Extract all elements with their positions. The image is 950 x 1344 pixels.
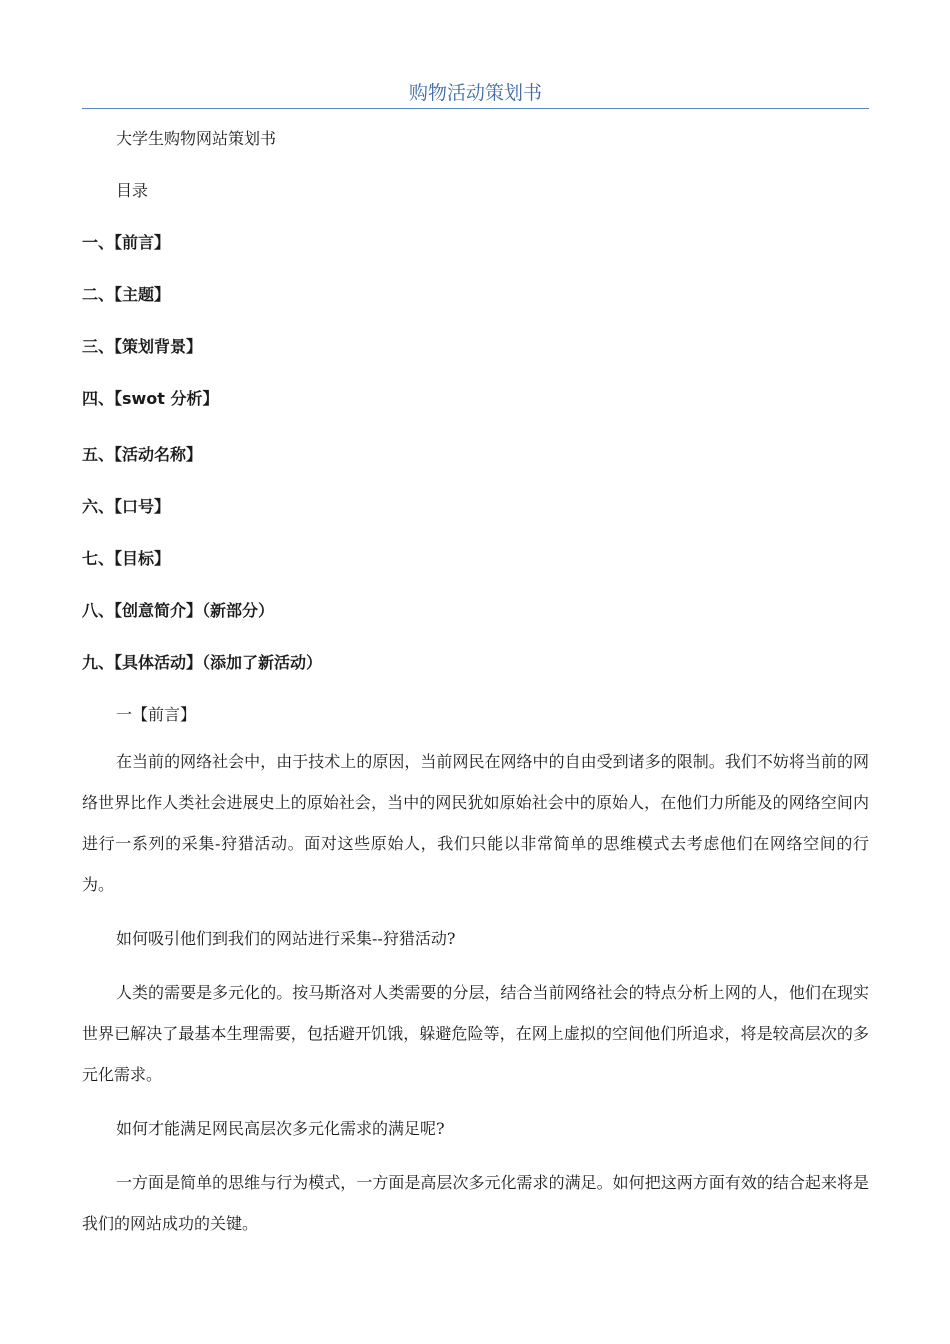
body-paragraph: 如何吸引他们到我们的网站进行采集--狩猎活动? (116, 929, 456, 948)
page-header (82, 80, 869, 109)
body-paragraph: 如何才能满足网民高层次多元化需求的满足呢? (116, 1119, 445, 1138)
section-heading-preface: 一【前言】 (116, 705, 197, 724)
document-body (82, 126, 869, 1244)
toc-item: 三、【策划背景】 (82, 337, 203, 356)
toc-item: 七、【目标】 (82, 549, 171, 568)
toc-item: 二、【主题】 (82, 285, 171, 304)
toc-item: 八、【创意简介】（新部分） (82, 601, 275, 620)
body-paragraph: 一方面是简单的思维与行为模式，一方面是高层次多元化需求的满足。如何把这两方面有效的结合起来将是我们的网站成功的关键。 (82, 1173, 869, 1233)
toc-item: 九、【具体活动】（添加了新活动） (82, 653, 323, 672)
document-subtitle: 大学生购物网站策划书 (116, 129, 277, 148)
toc-label: 目录 (116, 181, 149, 200)
toc-item: 五、【活动名称】 (82, 445, 203, 464)
toc-item: 一、【前言】 (82, 233, 171, 252)
body-paragraph: 人类的需要是多元化的。按马斯洛对人类需要的分层，结合当前网络社会的特点分析上网的人，他们在现实世界已解决了最基本生理需要，包括避开饥饿，躲避危险等，在网上虚拟的空间他们所追求，将是较高层次的多元化需求。 (82, 983, 869, 1084)
page-header-title: 购物活动策划书 (408, 82, 542, 104)
body-paragraph: 在当前的网络社会中，由于技术上的原因，当前网民在网络中的自由受到诸多的限制。我们不妨将当前的网络世界比作人类社会进展史上的原始社会，当中的网民犹如原始社会中的原始人，在他们力所能及的网络空间内进行一系列的采集-狩猎活动。面对这些原始人，我们只能以非常简单的思维模式去考虑他们在网络空间的行为。 (82, 752, 869, 894)
toc-item: 六、【口号】 (82, 497, 171, 516)
toc-item: 四、【swot 分析】 (82, 389, 219, 408)
